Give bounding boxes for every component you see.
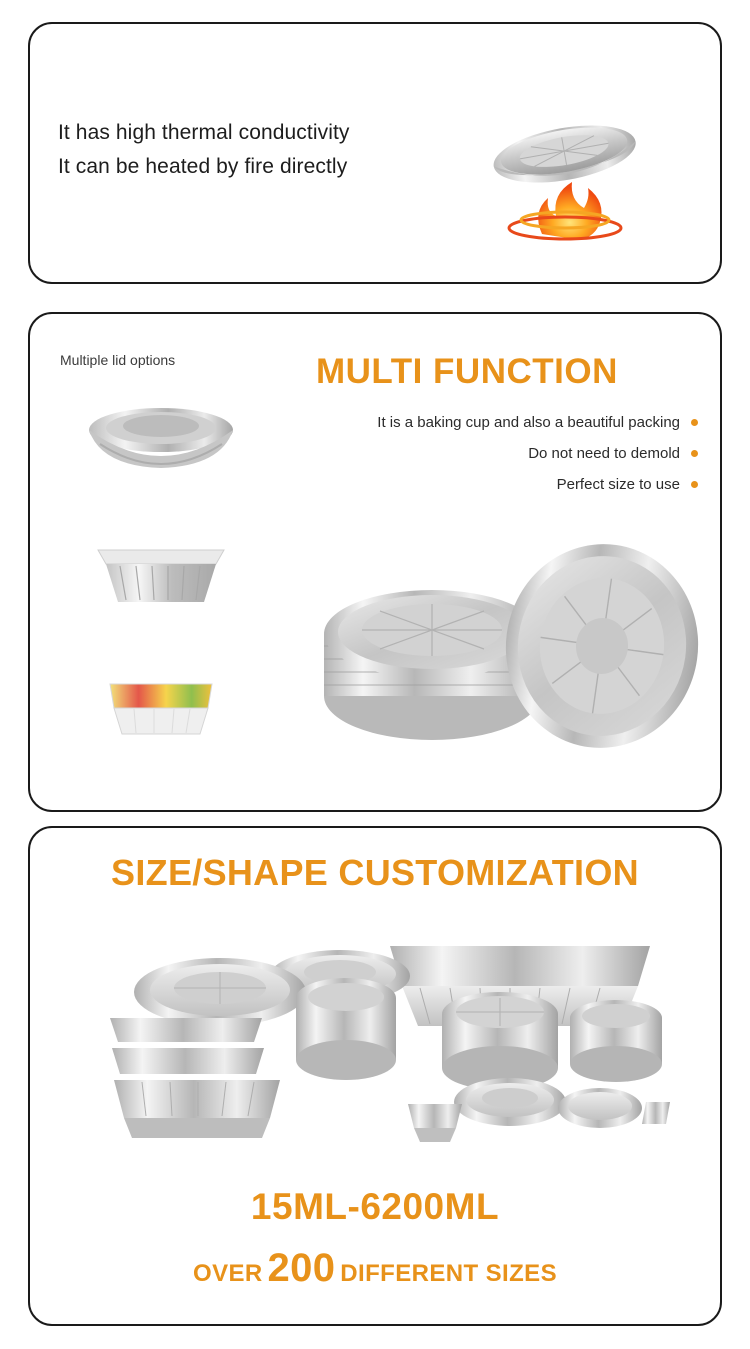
round-foil-container-with-dome-lid bbox=[76, 386, 256, 504]
thermal-text-block bbox=[58, 116, 350, 184]
bullet-text: Do not need to demold bbox=[528, 445, 680, 462]
over-suffix: DIFFERENT SIZES bbox=[340, 1260, 557, 1287]
bullet-dot-icon bbox=[691, 481, 698, 488]
over-prefix: OVER bbox=[193, 1260, 263, 1287]
rectangular-foil-container-with-clear-lid bbox=[76, 516, 256, 634]
thermal-line-2: It can be heated by fire directly bbox=[58, 155, 348, 178]
bullet-text: It is a baking cup and also a beautiful packing bbox=[377, 414, 680, 431]
thermal-conductivity-panel bbox=[28, 22, 722, 284]
size-shape-title: SIZE/SHAPE CUSTOMIZATION bbox=[111, 852, 639, 893]
multi-function-title: MULTI FUNCTION bbox=[316, 352, 618, 391]
lid-option-thumbnails bbox=[76, 386, 256, 776]
bullet-text: Perfect size to use bbox=[556, 476, 680, 493]
multiple-lid-options-label: Multiple lid options bbox=[60, 352, 176, 368]
bullet-item bbox=[377, 445, 698, 462]
rectangular-foil-container-with-printed-paper-lid bbox=[76, 646, 256, 764]
multi-function-bullet-list bbox=[377, 414, 698, 507]
volume-range-text: 15ML-6200ML bbox=[250, 1186, 500, 1227]
stack-of-round-foil-pans-with-lid bbox=[312, 526, 702, 796]
bullet-dot-icon bbox=[691, 419, 698, 426]
multi-function-panel bbox=[28, 312, 722, 812]
foil-tray-over-flame-illustration bbox=[450, 96, 680, 246]
over-number: 200 bbox=[267, 1246, 336, 1290]
over-sizes-line bbox=[30, 1246, 720, 1291]
bullet-dot-icon bbox=[691, 450, 698, 457]
thermal-line-1: It has high thermal conductivity bbox=[58, 121, 350, 144]
bullet-item bbox=[377, 414, 698, 431]
bullet-item bbox=[377, 476, 698, 493]
size-shape-customization-panel bbox=[28, 826, 722, 1326]
assorted-foil-containers-group-photo bbox=[90, 906, 670, 1156]
